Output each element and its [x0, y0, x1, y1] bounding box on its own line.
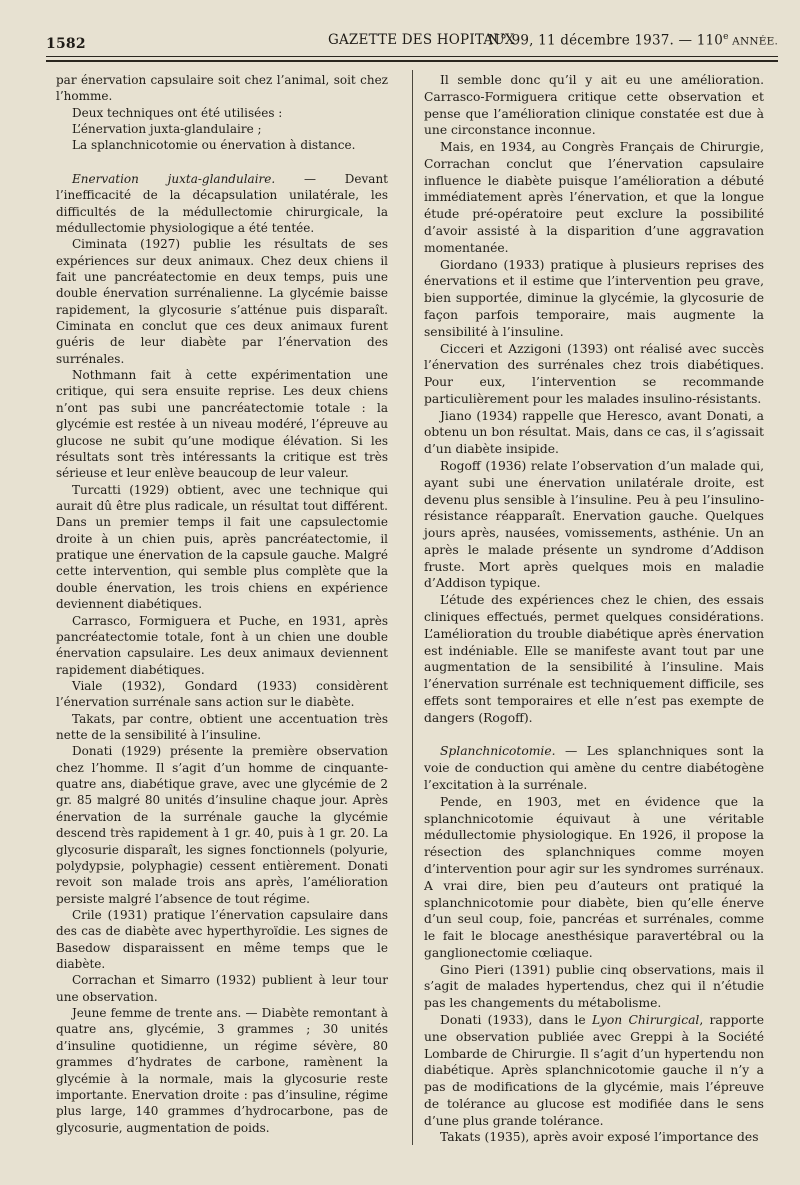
- paragraph: Cicceri et Azzigoni (1393) ont réalisé avec succès l’énervation des surrénales chez trois diabétiques. Pour eux, l’intervention se recommande particulièrement pour les malades insulino-résistants.: [424, 341, 764, 406]
- paragraph: Giordano (1933) pratique à plusieurs reprises des énervations et il estime que l’intervention peu grave, bien supportée, diminue la glycémie, la glycosurie de façon parfois temporaire, mais augmente la sensibilité à l’insuline.: [424, 257, 764, 339]
- section-heading: Enervation juxta-glandulaire.: [72, 171, 276, 186]
- paragraph: La splanchnicotomie ou énervation à distance.: [72, 138, 356, 153]
- paragraph: Jiano (1934) rappelle que Heresco, avant Donati, a obtenu un bon résultat. Mais, dans ce cas, il s’agissait d’un diabète insipide.: [424, 408, 764, 457]
- paragraph: Takats (1935), après avoir exposé l’importance des: [440, 1130, 759, 1145]
- paragraph: Pende, en 1903, met en évidence que la splanchnicotomie équivaut à une véritable médullectomie physiologique. En 1926, il propose la résection des splanchniques comme moyen d’intervention pour agir sur les syndromes surrénaux. A vrai dire, bien peu d’auteurs ont pratiqué la splanchnicotomie pour diabète, bien qu’elle énerve d’un seul coup, foie, pancréas et surrénales, comme le fait le blocage anesthésique paravertébral ou la ganglionectomie cœliaque.: [424, 794, 764, 960]
- paragraph-text: — Les splanchniques sont la voie de conduction qui amène du centre diabétogène l’excitation à la surrénale.: [424, 744, 764, 793]
- paragraph: Takats, par contre, obtient une accentuation très nette de la sensibilité à l’insuline.: [56, 711, 388, 743]
- paragraph: Carrasco, Formiguera et Puche, en 1931, après pancréatectomie totale, font à un chien une double énervation capsulaire. Les deux animaux deviennent rapidement diabétiques.: [56, 613, 388, 677]
- issue-year-label: ANNÉE.: [728, 35, 778, 48]
- paragraph: Jeune femme de trente ans. — Diabète remontant à quatre ans, glycémie, 3 grammes ; 30 unités d’insuline quotidienne, un régime sévère, 80 grammes d’hydrates de carbone, ramènent la glycémie à la normale, mais la glycosurie reste importante. Enervation droite : pas d’insuline, régime plus large, 140 grammes d’hydrocarbone, pas de glycosurie, augmentation de poids.: [56, 1006, 388, 1135]
- paragraph: Ciminata (1927) publie les résultats de ses expériences sur deux animaux. Chez deux chiens il fait une pancréatectomie en deux temps, puis une double énervation surrénalienne. La glycémie baisse rapidement, la glycosurie s’atténue puis disparaît. Ciminata en conclut que ces deux animaux furent guéris de leur diabète par l’énervation des surrénales.: [56, 237, 388, 366]
- paragraph: Rogoff (1936) relate l’observation d’un malade qui, ayant subi une énervation unilatérale droite, est devenu plus sensible à l’insuline. Peu à peu l’insulino-résistance réapparaît. Enervation gauche. Quelques jours après, nausées, vomissements, asthénie. Un an après le malade présente un syndrome d’Addison fruste. Mort après quelques mois en maladie d’Addison typique.: [424, 458, 764, 591]
- paragraph: L’étude des expériences chez le chien, des essais cliniques effectués, permet quelques considérations. L’amélioration du trouble diabétique après énervation est indéniable. Elle se manifeste avant tout par une augmentation de la sensibilité à l’insuline. Mais l’énervation surrénale est techniquement difficile, ses effets sont temporaires et elle n’est pas exempte de dangers (Rogoff).: [424, 593, 764, 725]
- journal-name: Lyon Chirurgical: [591, 1012, 700, 1027]
- issue-superscript: e: [723, 32, 729, 42]
- journal-title: GAZETTE DES HOPITAUX: [328, 32, 515, 48]
- paragraph: Gino Pieri (1391) publie cinq observations, mais il s’agit de malades hypertendus, chez qui il n’étudie pas les changements du métabolisme.: [424, 962, 764, 1011]
- paragraph: Il semble donc qu’il y ait eu une amélioration. Carrasco-Formiguera critique cette observation et pense que l’amélioration clinique constatée est due à une circonstance inconnue.: [424, 73, 764, 138]
- paragraph: Corrachan et Simarro (1932) publient à leur tour une observation.: [56, 973, 388, 1004]
- header-rule: [46, 56, 778, 57]
- section-paragraph: [56, 171, 388, 236]
- right-column: [424, 72, 764, 1146]
- paragraph: Crile (1931) pratique l’énervation capsulaire dans des cas de diabète avec hyperthyroïdie. Les signes de Basedow disparaissent en même temps que le diabète.: [56, 907, 388, 972]
- paragraph: Deux techniques ont été utilisées :: [72, 105, 283, 120]
- header-rule-thick: [46, 60, 778, 62]
- paragraph: Viale (1932), Gondard (1933) considèrent l’énervation surrénale sans action sur le diabète.: [56, 678, 388, 710]
- paragraph: Nothmann fait à cette expérimentation une critique, qui sera ensuite reprise. Les deux chiens n’ont pas subi une pancréatectomie totale : la glycémie est restée à un niveau modéré, l’épreuve au glucose ne subit qu’une modique élévation. Si les résultats sont très intéressants la critique est très sérieuse et leur enlève beaucoup de leur valeur.: [56, 368, 388, 481]
- issue-date: N° 99, 11 décembre 1937. — 110: [488, 32, 724, 49]
- paragraph-text: , rapporte une observation publiée avec Greppi à la Société Lombarde de Chirurgie. Il s’agit d’un hypertendu non diabétique. Après splanchnicotomie gauche il n’y a pas de modifications de la glycémie, mais l’épreuve de tolérance au glucose est modifiée dans le sens d’une plus grande tolérance.: [424, 1012, 765, 1128]
- section-heading: Splanchnicotomie.: [440, 744, 556, 759]
- section-paragraph: [424, 743, 764, 793]
- paragraph: L’énervation juxta-glandulaire ;: [72, 122, 262, 137]
- page-number: 1582: [46, 36, 86, 52]
- issue-line: [488, 32, 778, 49]
- column-divider: [412, 70, 413, 1145]
- left-column: [56, 72, 388, 1136]
- paragraph: Mais, en 1934, au Congrès Français de Chirurgie, Corrachan conclut que l’énervation capsulaire influence le diabète puisque l’amélioration a débuté immédiatement après l’énervation, et que la longue étude pré-opératoire peut exclure la possibilité d’avoir assisté à la disparition d’une aggravation momentanée.: [424, 140, 764, 255]
- paragraph-text: Donati (1933), dans le: [440, 1012, 592, 1027]
- paragraph: par énervation capsulaire soit chez l’animal, soit chez l’homme.: [56, 73, 388, 104]
- paragraph: Donati (1929) présente la première observation chez l’homme. Il s’agit d’un homme de cinquante-quatre ans, diabétique grave, avec une glycémie de 2 gr. 85 malgré 80 unités d’insuline chaque jour. Après énervation de la surrénale gauche la glycémie descend très rapidement à 1 gr. 40, puis à 1 gr. 20. La glycosurie disparaît, les signes fonctionnels (polyurie, polydypsie, polyphagie) cessent entièrement. Donati revoit son malade trois ans après, l’amélioration persiste malgré l’absence de tout régime.: [56, 744, 388, 906]
- page-header: [46, 28, 778, 58]
- paragraph: Turcatti (1929) obtient, avec une technique qui aurait dû être plus radicale, un résultat tout différent. Dans un premier temps il fait une capsulectomie droite à un chien puis, après pancréatectomie, il pratique une énervation de la capsule gauche. Malgré cette intervention, qui semble plus complète que la double énervation, les trois chiens en expérience deviennent diabétiques.: [56, 482, 388, 612]
- paragraph-text: — Devant l’inefficacité de la décapsulation unilatérale, les difficultés de la médullectomie chirurgicale, la médullectomie physiologique a été tentée.: [56, 171, 389, 235]
- paragraph: [424, 1012, 764, 1129]
